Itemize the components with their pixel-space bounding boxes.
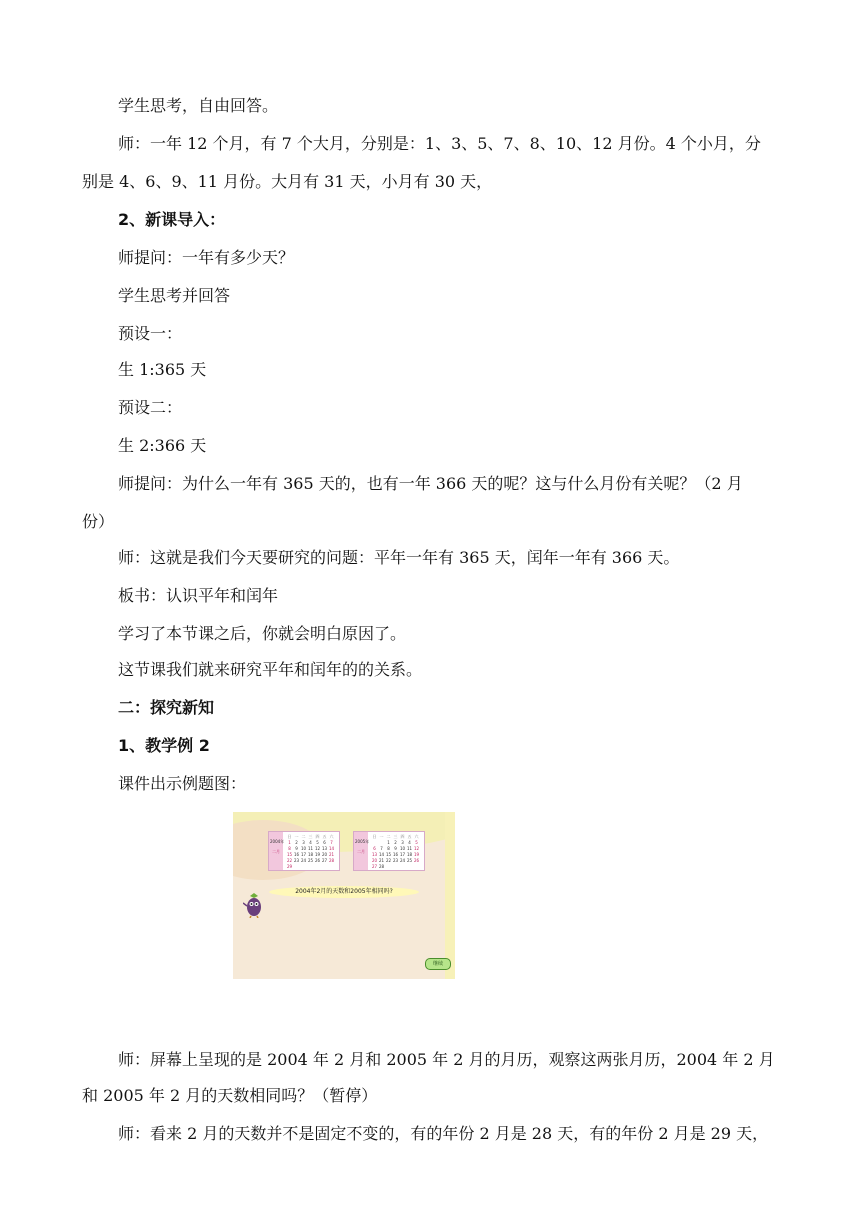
- calendar-week-row: [371, 864, 423, 870]
- calendar-day: 10: [399, 846, 406, 851]
- calendar-day: 10: [300, 846, 307, 851]
- calendar-month: 二月: [357, 849, 365, 854]
- calendar-day: 24: [300, 858, 307, 863]
- calendar-day: 23: [293, 858, 300, 863]
- calendar-weekday: 二: [301, 834, 306, 839]
- calendar-day: [385, 864, 392, 870]
- calendar-day: [314, 864, 321, 870]
- calendar-day: 15: [286, 852, 293, 857]
- calendar-weekday: 五: [407, 834, 412, 839]
- calendar-weekday: 四: [400, 834, 405, 839]
- calendar-day: 4: [408, 840, 411, 845]
- calendar-weekday: 五: [322, 834, 327, 839]
- calendar-day: 3: [302, 840, 305, 845]
- calendar-year: 2004年: [270, 839, 285, 844]
- calendar-day: 13: [371, 852, 378, 857]
- calendar-grid: [371, 834, 423, 870]
- decorative-bar: [445, 812, 455, 979]
- calendar-day: 8: [288, 846, 291, 851]
- calendar-day: 28: [378, 864, 385, 869]
- calendar-day: 28: [328, 858, 335, 863]
- paragraph: 这节课我们就来研究平年和闰年的的关系。: [118, 660, 423, 679]
- calendar-day: [328, 864, 335, 870]
- paragraph: 生 1:365 天: [118, 360, 207, 379]
- calendar-day: 19: [314, 852, 321, 857]
- calendar-weekday: 一: [379, 834, 384, 839]
- calendar-day: 18: [406, 852, 413, 857]
- calendar-day: 15: [385, 852, 392, 857]
- calendar-day: 20: [321, 852, 328, 857]
- calendar-day: 27: [321, 858, 328, 863]
- calendar-day: [399, 864, 406, 870]
- calendar-day: 2: [394, 840, 397, 845]
- calendar-day: [300, 864, 307, 870]
- calendar-day: 17: [300, 852, 307, 857]
- calendar-day: 3: [401, 840, 404, 845]
- calendar-day: 16: [392, 852, 399, 857]
- calendar-day: 21: [378, 858, 385, 863]
- calendar-day: 16: [293, 852, 300, 857]
- calendar-day: 6: [373, 846, 376, 851]
- calendar-weekday: 日: [372, 834, 377, 839]
- section-heading: 1、教学例 2: [118, 736, 210, 755]
- calendar-weekday: 六: [329, 834, 334, 839]
- calendar-day: 27: [371, 864, 378, 869]
- calendar-weekday: 三: [308, 834, 313, 839]
- calendar-day: [293, 864, 300, 870]
- paragraph: 课件出示例题图：: [118, 774, 247, 793]
- calendar-day: 26: [314, 858, 321, 863]
- calendar-2005-feb: [353, 831, 425, 871]
- continue-button[interactable]: 继续: [425, 958, 451, 970]
- paragraph-continuation: 别是 4、6、9、11 月份。大月有 31 天，小月有 30 天，: [82, 172, 493, 191]
- calendar-day: [406, 864, 413, 870]
- calendar-day: 12: [314, 846, 321, 851]
- calendar-weekday: 二: [386, 834, 391, 839]
- calendar-week-row: [286, 864, 338, 870]
- calendar-day: 6: [323, 840, 326, 845]
- paragraph: 师提问：为什么一年有 365 天的，也有一年 366 天的呢？这与什么月份有关呢？（2 月: [118, 474, 743, 493]
- paragraph: 学习了本节课之后，你就会明白原因了。: [118, 624, 407, 643]
- calendar-day: 14: [328, 846, 335, 851]
- section-heading: 二：探究新知: [118, 698, 215, 717]
- paragraph-continuation: 和 2005 年 2 月的天数相同吗？（暂停）: [82, 1086, 378, 1105]
- calendar-day: [321, 864, 328, 870]
- calendar-day: 22: [286, 858, 293, 863]
- calendar-day: 7: [330, 840, 333, 845]
- calendar-month: 二月: [272, 849, 280, 854]
- paragraph: 板书：认识平年和闰年: [118, 586, 279, 605]
- calendar-day: 25: [406, 858, 413, 863]
- calendar-day: [413, 864, 420, 870]
- calendar-day: 11: [406, 846, 413, 851]
- section-heading: 2、新课导入：: [118, 210, 226, 229]
- calendar-weekday: 四: [315, 834, 320, 839]
- calendar-day: 17: [399, 852, 406, 857]
- calendar-day: 22: [385, 858, 392, 863]
- paragraph: 学生思考，自由回答。: [118, 96, 279, 115]
- calendar-day: 5: [316, 840, 319, 845]
- calendar-day: 25: [307, 858, 314, 863]
- paragraph: 学生思考并回答: [118, 286, 231, 305]
- calendar-day: 9: [394, 846, 397, 851]
- calendar-day: 5: [415, 840, 418, 845]
- calendar-day: 13: [321, 846, 328, 851]
- calendar-day: 9: [295, 846, 298, 851]
- paragraph: 师：看来 2 月的天数并不是固定不变的，有的年份 2 月是 28 天，有的年份 2 月是 29 天，: [118, 1124, 769, 1143]
- paragraph: 师提问：一年有多少天？: [118, 248, 295, 267]
- paragraph: 生 2:366 天: [118, 436, 207, 455]
- calendar-day: 19: [413, 852, 420, 857]
- calendar-day: [392, 864, 399, 870]
- calendar-day: 24: [399, 858, 406, 863]
- paragraph-continuation: 份）: [82, 512, 115, 531]
- calendar-2004-feb: [268, 831, 340, 871]
- calendar-day: 4: [309, 840, 312, 845]
- calendar-day: 23: [392, 858, 399, 863]
- calendar-weekday: 日: [287, 834, 292, 839]
- calendar-day: 7: [380, 846, 383, 851]
- calendar-day: 20: [371, 858, 378, 863]
- paragraph: 师：一年 12 个月，有 7 个大月，分别是：1、3、5、7、8、10、12 月份。4 个小月，分: [118, 134, 761, 153]
- calendar-day: 26: [413, 858, 420, 863]
- calendar-day: 12: [413, 846, 420, 851]
- paragraph: 师：这就是我们今天要研究的问题：平年一年有 365 天，闰年一年有 366 天。: [118, 548, 680, 567]
- calendar-day: 18: [307, 852, 314, 857]
- calendar-grid: [286, 834, 338, 870]
- calendar-day: 1: [387, 840, 390, 845]
- calendar-day: 1: [288, 840, 291, 845]
- calendar-day: 8: [387, 846, 390, 851]
- calendar-day: 14: [378, 852, 385, 857]
- calendar-day: 21: [328, 852, 335, 857]
- question-bubble: 2004年2月的天数和2005年相同吗?: [269, 886, 419, 898]
- calendar-weekday: 一: [294, 834, 299, 839]
- mascot-icon: [243, 892, 265, 918]
- calendar-day: 11: [307, 846, 314, 851]
- calendar-day: 2: [295, 840, 298, 845]
- paragraph: 预设二：: [118, 398, 183, 417]
- calendar-weekday: 三: [393, 834, 398, 839]
- calendar-day: 29: [286, 864, 293, 869]
- calendar-day: [307, 864, 314, 870]
- calendar-weekday: 六: [414, 834, 419, 839]
- paragraph: 预设一：: [118, 324, 183, 343]
- calendar-year: 2005年: [355, 839, 370, 844]
- courseware-figure: [233, 812, 455, 979]
- paragraph: 师：屏幕上呈现的是 2004 年 2 月和 2005 年 2 月的月历，观察这两张月历，2004 年 2 月: [118, 1050, 775, 1069]
